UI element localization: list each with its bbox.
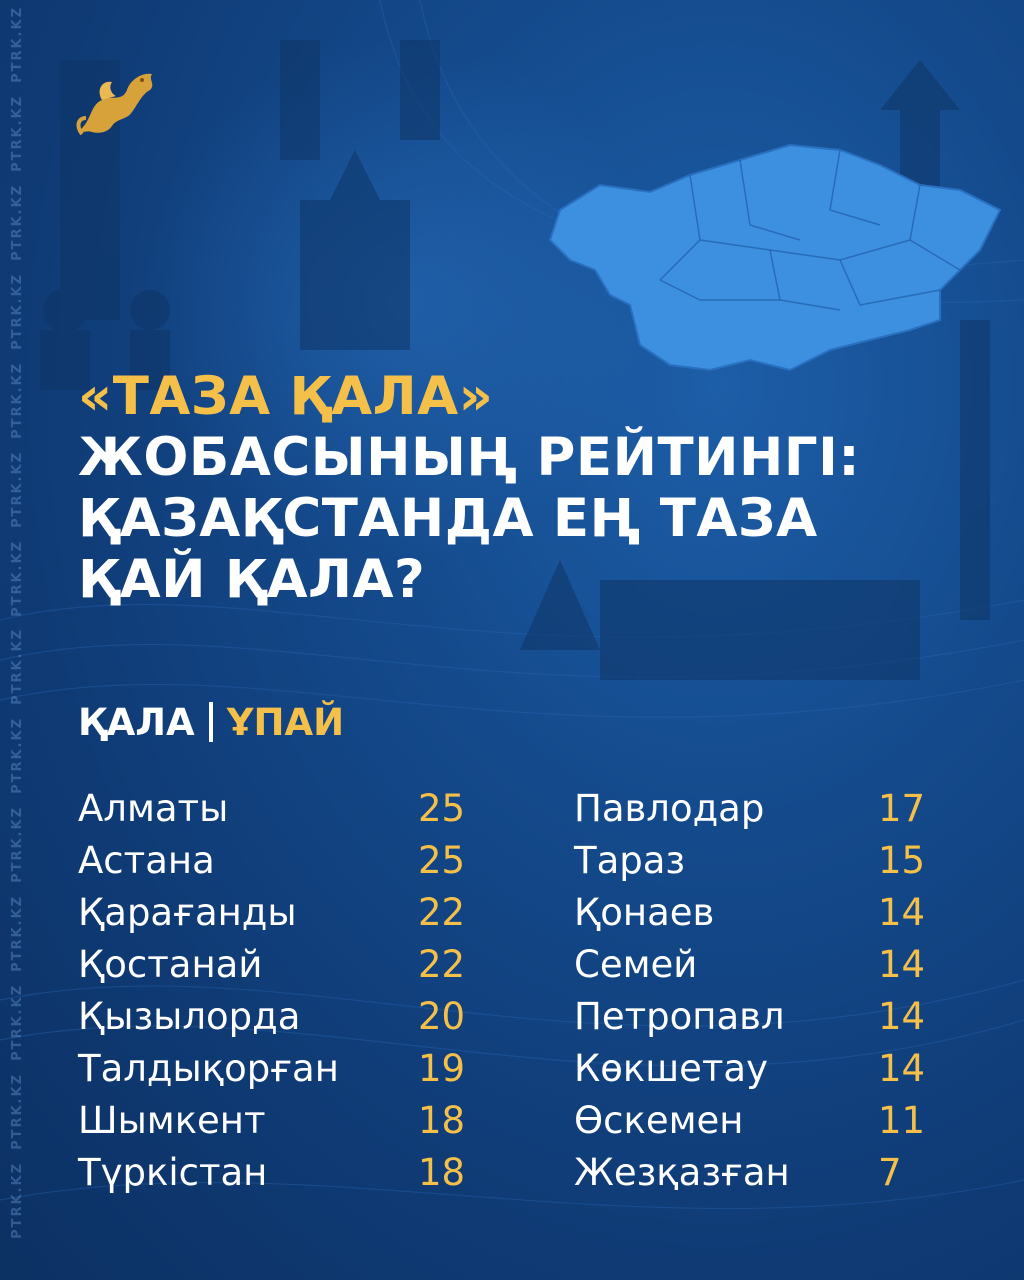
table-row	[78, 1094, 498, 1146]
table-row	[574, 1094, 994, 1146]
city-name: Петропавл	[574, 994, 785, 1038]
city-name: Түркістан	[78, 1150, 268, 1194]
city-score: 17	[878, 786, 926, 830]
table-header	[78, 697, 344, 747]
city-score: 14	[878, 994, 926, 1038]
city-name: Астана	[78, 838, 215, 882]
ratings-left-column	[78, 782, 498, 1198]
city-name: Көкшетау	[574, 1046, 768, 1090]
city-name: Павлодар	[574, 786, 765, 830]
title-line-2: ЖОБАСЫНЫҢ РЕЙТИНГІ:	[78, 427, 861, 488]
table-row	[78, 990, 498, 1042]
city-name: Семей	[574, 942, 698, 986]
title-line-4: ҚАЙ ҚАЛА?	[78, 549, 426, 610]
table-row	[574, 782, 994, 834]
city-score: 22	[418, 890, 466, 934]
city-name: Шымкент	[78, 1098, 266, 1142]
city-score: 11	[878, 1098, 926, 1142]
city-name: Қызылорда	[78, 994, 301, 1038]
table-row	[78, 782, 498, 834]
city-name: Қарағанды	[78, 890, 297, 934]
ptrk-watermark: PTRK.KZ PTRK.KZ PTRK.KZ PTRK.KZ PTRK.KZ PTRK.KZ PTRK.KZ PTRK.KZ PTRK.KZ PTRK.KZ PTRK.KZ PTRK.KZ PTRK.KZ PTRK.KZ	[9, 6, 25, 1239]
score-column-label: ҰПАЙ	[226, 700, 345, 744]
table-row	[78, 886, 498, 938]
table-row	[78, 1146, 498, 1198]
city-name: Талдықорған	[78, 1046, 339, 1090]
kazakhstan-map-icon	[540, 130, 1010, 390]
table-row	[78, 834, 498, 886]
city-column-label: ҚАЛА	[78, 700, 195, 744]
city-score: 7	[878, 1150, 902, 1194]
title-line-1: «ТАЗА ҚАЛА»	[78, 366, 494, 427]
table-row	[574, 886, 994, 938]
city-score: 18	[418, 1150, 466, 1194]
city-score: 14	[878, 942, 926, 986]
page-title	[78, 366, 958, 610]
table-row	[78, 1042, 498, 1094]
table-row	[574, 990, 994, 1042]
city-name: Жезқазған	[574, 1150, 790, 1194]
city-score: 14	[878, 890, 926, 934]
table-row	[78, 938, 498, 990]
table-row	[574, 1146, 994, 1198]
table-row	[574, 938, 994, 990]
city-name: Өскемен	[574, 1098, 744, 1142]
header-divider	[209, 702, 213, 742]
table-row	[574, 1042, 994, 1094]
city-score: 18	[418, 1098, 466, 1142]
city-name: Қонаев	[574, 890, 715, 934]
city-name: Алматы	[78, 786, 229, 830]
title-line-3: ҚАЗАҚСТАНДА ЕҢ ТАЗА	[78, 488, 818, 549]
city-name: Қостанай	[78, 942, 263, 986]
city-score: 22	[418, 942, 466, 986]
snow-leopard-logo-icon	[72, 60, 162, 140]
city-score: 25	[418, 786, 466, 830]
city-name: Тараз	[574, 838, 686, 882]
city-score: 20	[418, 994, 466, 1038]
ratings-right-column	[574, 782, 994, 1198]
city-score: 25	[418, 838, 466, 882]
city-score: 14	[878, 1046, 926, 1090]
table-row	[574, 834, 994, 886]
city-score: 19	[418, 1046, 466, 1090]
city-score: 15	[878, 838, 926, 882]
